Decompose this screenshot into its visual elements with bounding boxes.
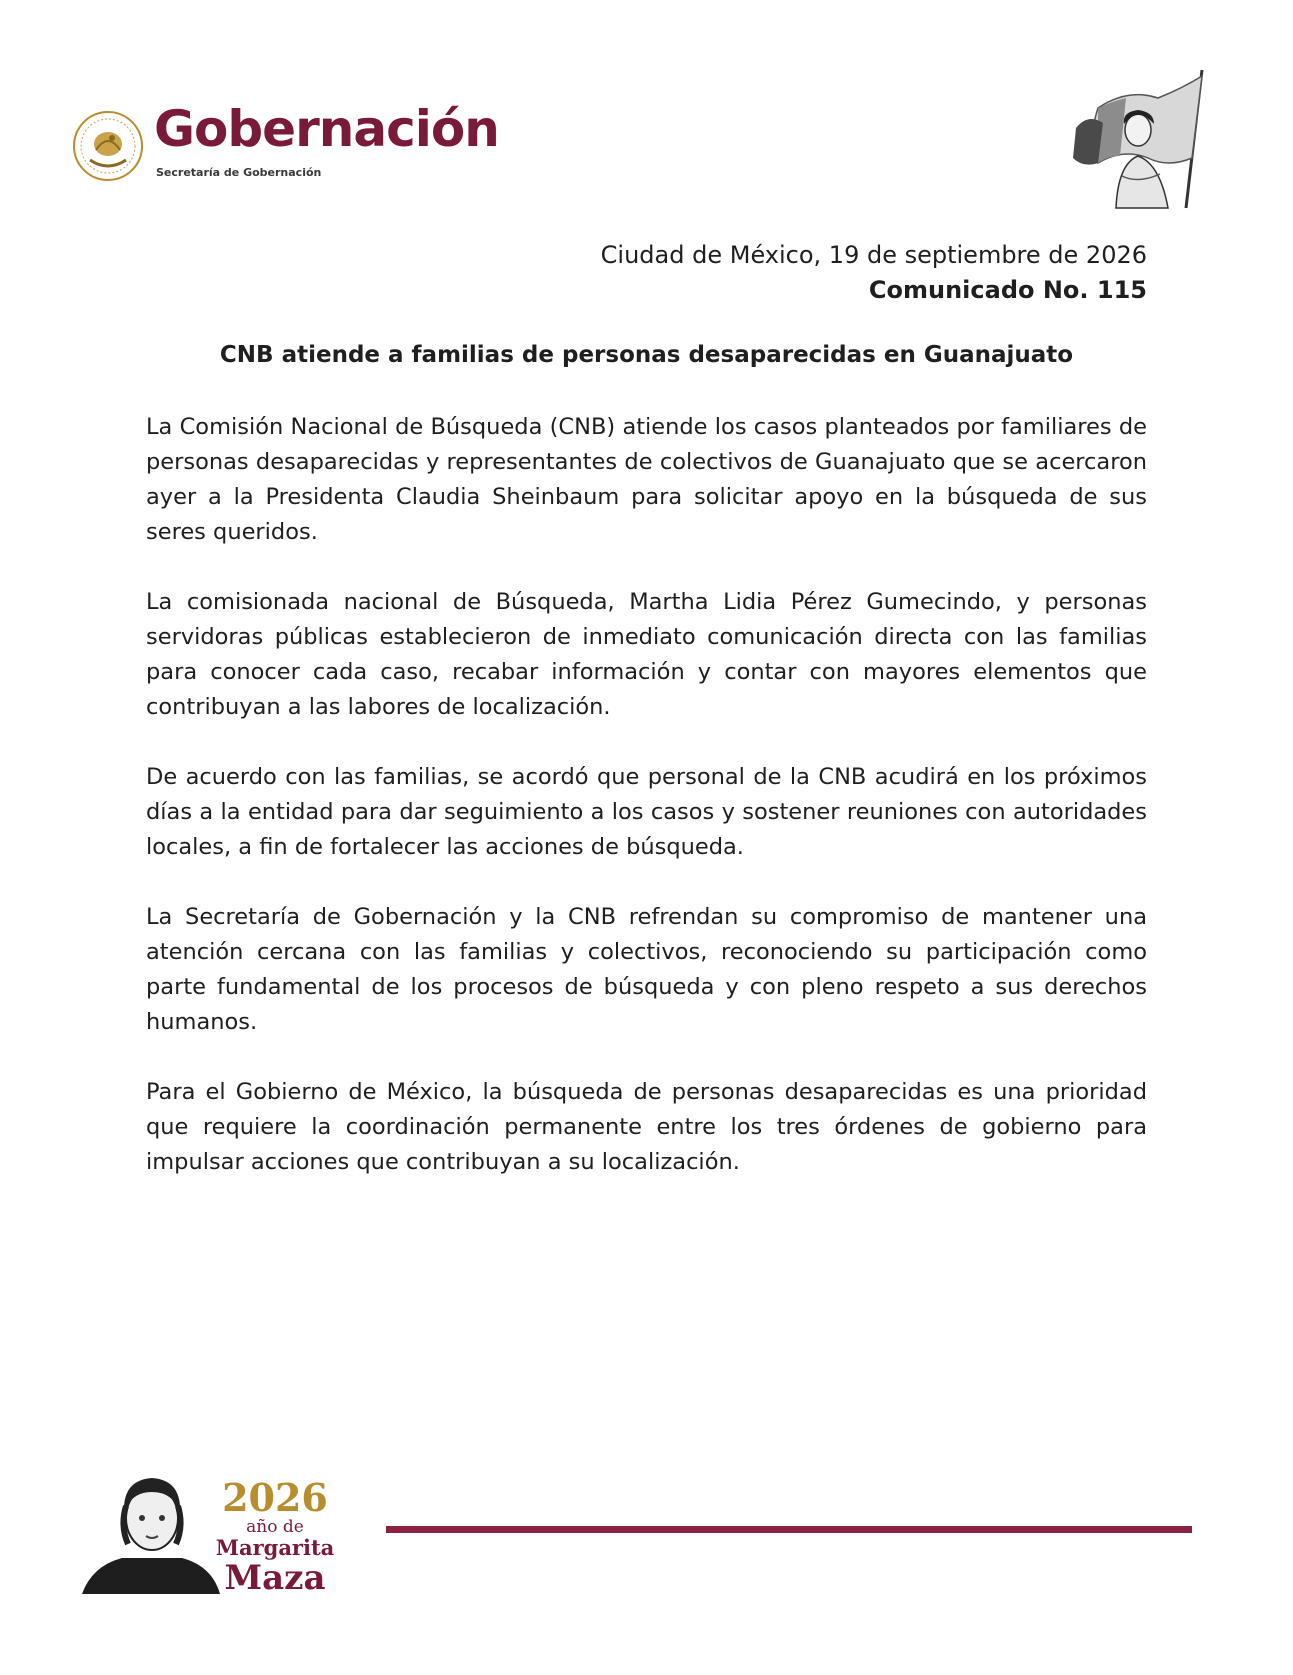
year-number: 2026 (222, 1475, 328, 1520)
margarita-maza-portrait (82, 1466, 222, 1594)
coat-of-arms-icon (72, 110, 144, 182)
logo-subtitle: Secretaría de Gobernación (156, 166, 322, 179)
logo-wordmark: Gobernación (154, 100, 499, 158)
paragraph: La comisionada nacional de Búsqueda, Martha Lidia Pérez Gumecindo, y personas servidoras públicas establecieron de inmediato comunicación directa con las familias para conocer cada caso, recabar información y contar con mayores elementos que contribuyan a las labores de localización. (146, 589, 1147, 720)
year-caption: año de (246, 1517, 304, 1537)
gobernacion-logo (72, 100, 512, 188)
footer-divider (386, 1526, 1192, 1533)
document-body (146, 410, 1147, 1215)
paragraph: De acuerdo con las familias, se acordó que personal de la CNB acudirá en los próximos días a la entidad para dar seguimiento a los casos y sostener reuniones con autoridades locales, a fin de fortalecer las acciones de búsqueda. (146, 764, 1147, 860)
year-name-first: Margarita (215, 1535, 335, 1560)
woman-with-flag-illustration (1068, 68, 1218, 218)
place-date: Ciudad de México, 19 de septiembre de 2026 (600, 241, 1147, 269)
document-meta (601, 238, 1147, 308)
paragraph: Para el Gobierno de México, la búsqueda de personas desaparecidas es una prioridad que requiere la coordinación permanente entre los tres órdenes de gobierno para impulsar acciones que contribuyan a su localización. (146, 1079, 1147, 1175)
document-title: CNB atiende a familias de personas desaparecidas en Guanajuato (219, 342, 1074, 368)
year-badge (210, 1475, 340, 1598)
paragraph: La Secretaría de Gobernación y la CNB refrendan su compromiso de mantener una atención cercana con las familias y colectivos, reconociendo su participación como parte fundamental de los procesos de búsqueda y con pleno respeto a sus derechos humanos. (146, 904, 1147, 1035)
year-name-last: Maza (224, 1558, 326, 1598)
comunicado-number: Comunicado No. 115 (868, 276, 1147, 304)
paragraph: La Comisión Nacional de Búsqueda (CNB) atiende los casos planteados por familiares de personas desaparecidas y representantes de colectivos de Guanajuato que se acercaron ayer a la Presidenta Claudia Sheinbaum para solicitar apoyo en la búsqueda de sus seres queridos. (146, 414, 1147, 545)
